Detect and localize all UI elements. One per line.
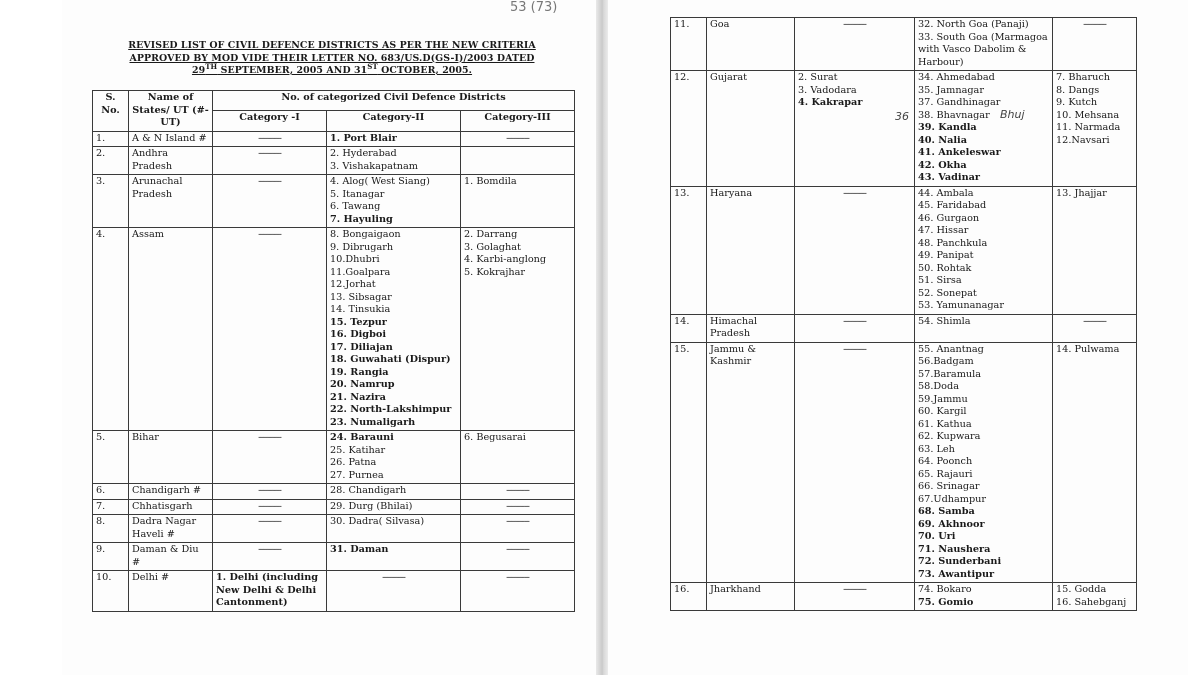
table-row <box>671 186 1137 314</box>
district-entry: 27. Purnea <box>330 469 384 481</box>
district-entry: ---------- <box>843 343 866 355</box>
district-entry: 40. Nalia <box>918 134 967 146</box>
districts-table-left <box>92 90 575 612</box>
district-entry: 16. Digboi <box>330 329 386 340</box>
district-entry: ---------- <box>1083 315 1106 327</box>
district-entry: 4. Alog( West Siang) <box>330 176 430 187</box>
district-entry: 5. Itanagar <box>330 188 385 200</box>
header-state: Name of States/ UT (#-UT) <box>129 91 213 132</box>
district-entry: ---------- <box>1083 19 1106 30</box>
district-entry: 51. Sirsa <box>918 275 962 286</box>
district-entry: 41. Ankeleswar <box>918 147 1001 158</box>
category-2-cell <box>327 484 461 500</box>
category-3-cell <box>1053 342 1137 583</box>
row-state-name: Assam <box>129 228 213 431</box>
category-1-cell <box>795 342 915 583</box>
district-entry: 25. Katihar <box>330 444 386 456</box>
table-row <box>93 175 575 228</box>
header-category-2: Category-II <box>327 111 461 131</box>
district-entry: 12.Jorhat <box>330 279 376 290</box>
category-3-cell <box>461 147 575 175</box>
row-state-name: Andhra Pradesh <box>129 147 213 175</box>
row-serial-number: 5. <box>93 431 129 484</box>
category-1-cell <box>213 431 327 484</box>
district-entry: 68. Samba <box>918 506 975 517</box>
district-entry: 65. Rajauri <box>918 468 973 480</box>
district-entry: ---------- <box>258 544 281 555</box>
district-entry: 58.Doda <box>918 381 959 392</box>
category-3-cell <box>461 175 575 228</box>
page-number: 53 (73) <box>510 0 558 15</box>
district-entry: 1. Delhi (including New Delhi & Delhi Cantonment) <box>216 572 319 608</box>
district-entry: 46. Gurgaon <box>918 212 980 224</box>
district-entry: 45. Faridabad <box>918 200 987 211</box>
category-2-cell <box>327 175 461 228</box>
handwritten-note-bhuj: Bhuj <box>1000 108 1025 121</box>
category-2-cell <box>327 431 461 484</box>
district-entry: 9. Kutch <box>1056 97 1098 108</box>
category-1-cell <box>795 71 915 187</box>
category-3-cell <box>461 571 575 612</box>
district-entry: 1. Port Blair <box>330 132 397 144</box>
category-1-cell <box>213 543 327 571</box>
district-entry: 38. Bhavnagar <box>918 109 990 121</box>
district-entry: 2. Hyderabad <box>330 148 397 159</box>
title-line-2: APPROVED BY MOD VIDE THEIR LETTER NO. 683/US.D(GS-I)/2003 DATED <box>129 52 535 64</box>
category-3-cell <box>1053 583 1137 611</box>
district-entry: ---------- <box>843 584 866 595</box>
category-2-cell <box>915 186 1053 314</box>
district-entry: ---------- <box>843 19 866 30</box>
district-entry: ---------- <box>258 148 281 159</box>
title-line-1: REVISED LIST OF CIVIL DEFENCE DISTRICTS AS PER THE NEW CRITERIA <box>128 40 536 51</box>
district-entry: 13. Sibsagar <box>330 291 392 303</box>
district-entry: 10.Dhubri <box>330 254 380 265</box>
category-2-cell <box>327 515 461 543</box>
district-entry: 74. Bokaro <box>918 584 972 595</box>
district-entry: ---------- <box>258 176 281 187</box>
district-entry: 16. Sahebganj <box>1056 596 1127 608</box>
category-2-cell <box>327 131 461 147</box>
category-1-cell <box>213 131 327 147</box>
category-1-cell <box>213 175 327 228</box>
row-state-name: Bihar <box>129 431 213 484</box>
district-entry: 13. Jhajjar <box>1056 187 1107 199</box>
header-category-3: Category-III <box>461 111 575 131</box>
district-entry: 63. Leh <box>918 443 955 455</box>
district-entry: 54. Shimla <box>918 315 971 327</box>
district-entry: ---------- <box>258 516 281 527</box>
table-row <box>671 18 1137 71</box>
district-entry: 14. Pulwama <box>1056 343 1120 355</box>
district-entry: 73. Awantipur <box>918 568 995 580</box>
row-serial-number: 11. <box>671 18 707 71</box>
table-row <box>93 147 575 175</box>
district-entry: 35. Jamnagar <box>918 84 984 96</box>
table-row <box>93 431 575 484</box>
district-entry: 4. Karbi-anglong <box>464 254 547 265</box>
district-entry: 29. Durg (Bhilai) <box>330 500 413 512</box>
category-3-cell <box>1053 186 1137 314</box>
row-serial-number: 3. <box>93 175 129 228</box>
row-state-name: Goa <box>707 18 795 71</box>
category-3-cell <box>461 228 575 431</box>
left-table-body <box>93 91 575 612</box>
header-group: No. of categorized Civil Defence Districts <box>213 91 575 111</box>
row-state-name: Gujarat <box>707 71 795 187</box>
category-3-cell <box>461 543 575 571</box>
district-entry: 44. Ambala <box>918 187 974 199</box>
row-state-name: Chhatisgarh <box>129 499 213 515</box>
district-entry: 50. Rohtak <box>918 262 972 274</box>
right-table-body <box>671 18 1137 611</box>
district-entry: 22. North-Lakshimpur <box>330 404 452 415</box>
district-entry: ---------- <box>506 572 529 583</box>
district-entry: ---------- <box>843 187 866 199</box>
district-entry: 33. South Goa (Marmagoa with Vasco Dabolim & Harbour) <box>918 31 1048 68</box>
district-entry: 75. Gomio <box>918 596 974 608</box>
district-entry: 64. Poonch <box>918 456 973 467</box>
row-serial-number: 16. <box>671 583 707 611</box>
district-entry: 4. Kakrapar <box>798 97 863 108</box>
district-entry: 66. Srinagar <box>918 481 980 492</box>
district-entry: 15. Godda <box>1056 584 1107 595</box>
district-entry: 3. Vishakapatnam <box>330 160 418 172</box>
district-entry: 3. Golaghat <box>464 241 521 253</box>
district-entry: 1. Bomdila <box>464 176 517 187</box>
row-serial-number: 1. <box>93 131 129 147</box>
document-title <box>92 40 572 78</box>
district-entry: 17. Diliajan <box>330 341 393 353</box>
district-entry: 67.Udhampur <box>918 493 987 505</box>
row-state-name: Jharkhand <box>707 583 795 611</box>
district-entry: 8. Bongaigaon <box>330 229 401 240</box>
district-entry: ---------- <box>506 544 529 555</box>
district-entry: 24. Barauni <box>330 432 394 443</box>
district-entry: 61. Kathua <box>918 418 972 430</box>
district-entry: 37. Gandhinagar <box>918 97 1001 108</box>
row-serial-number: 14. <box>671 314 707 342</box>
district-entry: 52. Sonepat <box>918 287 977 299</box>
district-entry: 60. Kargil <box>918 406 967 417</box>
category-2-cell <box>327 543 461 571</box>
table-row <box>671 342 1137 583</box>
district-entry: 15. Tezpur <box>330 316 387 328</box>
table-row <box>671 583 1137 611</box>
row-state-name: Jammu & Kashmir <box>707 342 795 583</box>
district-entry: 11. Narmada <box>1056 122 1121 133</box>
district-entry: 12.Navsari <box>1056 134 1110 146</box>
row-state-name: Haryana <box>707 186 795 314</box>
category-1-cell <box>795 583 915 611</box>
district-entry: 71. Naushera <box>918 543 991 555</box>
district-entry: ---------- <box>258 229 281 240</box>
category-2-cell <box>327 571 461 612</box>
district-entry: ---------- <box>258 500 281 512</box>
table-row <box>93 131 575 147</box>
left-page <box>62 0 602 675</box>
category-2-cell <box>327 228 461 431</box>
category-2-cell <box>915 314 1053 342</box>
category-3-cell <box>461 515 575 543</box>
category-1-cell <box>213 499 327 515</box>
district-entry: 32. North Goa (Panaji) <box>918 19 1029 30</box>
row-state-name: Daman & Diu # <box>129 543 213 571</box>
row-serial-number: 10. <box>93 571 129 612</box>
row-serial-number: 13. <box>671 186 707 314</box>
district-entry: 72. Sunderbani <box>918 556 1002 567</box>
district-entry: 55. Anantnag <box>918 343 984 355</box>
table-row <box>93 515 575 543</box>
category-2-cell <box>327 147 461 175</box>
district-entry: 53. Yamunanagar <box>918 300 1004 311</box>
row-state-name: Arunachal Pradesh <box>129 175 213 228</box>
district-entry: 7. Bharuch <box>1056 72 1110 83</box>
row-state-name: Dadra Nagar Haveli # <box>129 515 213 543</box>
category-2-cell <box>327 499 461 515</box>
district-entry: 2. Darrang <box>464 229 518 240</box>
row-serial-number: 6. <box>93 484 129 500</box>
category-3-cell <box>1053 71 1137 187</box>
district-entry: 59.Jammu <box>918 393 968 405</box>
row-state-name: Delhi # <box>129 571 213 612</box>
district-entry: 9. Dibrugarh <box>330 241 394 253</box>
district-entry: 31. Daman <box>330 544 389 555</box>
district-entry: 70. Uri <box>918 531 956 542</box>
table-row <box>671 71 1137 187</box>
category-1-cell <box>795 18 915 71</box>
district-entry: ---------- <box>506 132 529 144</box>
district-entry: 7. Hayuling <box>330 213 393 225</box>
title-line-3 <box>92 61 572 78</box>
category-1-cell <box>795 186 915 314</box>
title-date-2-suffix: ST <box>367 61 378 71</box>
table-row <box>93 228 575 431</box>
district-entry: 39. Kandla <box>918 122 977 133</box>
table-row <box>93 499 575 515</box>
row-state-name: Himachal Pradesh <box>707 314 795 342</box>
district-entry: 23. Numaligarh <box>330 416 416 428</box>
district-entry: 26. Patna <box>330 457 377 468</box>
handwritten-note-36: 36 <box>895 110 909 123</box>
row-state-name: Chandigarh # <box>129 484 213 500</box>
district-entry: 34. Ahmedabad <box>918 72 995 83</box>
table-row <box>93 571 575 612</box>
district-entry: 3. Vadodara <box>798 84 857 96</box>
district-entry: ---------- <box>258 485 281 496</box>
category-1-cell <box>213 147 327 175</box>
title-date-1-suffix: TH <box>205 61 218 71</box>
table-row <box>93 543 575 571</box>
header-category-1: Category -I <box>213 111 327 131</box>
category-3-cell <box>1053 314 1137 342</box>
row-serial-number: 4. <box>93 228 129 431</box>
category-2-cell <box>915 342 1053 583</box>
district-entry: 14. Tinsukia <box>330 304 391 315</box>
district-entry: ---------- <box>258 432 281 443</box>
category-3-cell <box>461 431 575 484</box>
district-entry: 8. Dangs <box>1056 84 1100 96</box>
district-entry: 5. Kokrajhar <box>464 266 526 278</box>
category-3-cell <box>461 499 575 515</box>
district-entry: ---------- <box>258 132 281 144</box>
district-entry: 10. Mehsana <box>1056 109 1120 121</box>
category-2-cell <box>915 583 1053 611</box>
district-entry: 56.Badgam <box>918 356 974 367</box>
category-3-cell <box>461 131 575 147</box>
district-entry: 69. Akhnoor <box>918 518 985 530</box>
row-state-name: A & N Island # <box>129 131 213 147</box>
district-entry: 20. Namrup <box>330 379 395 390</box>
district-entry: 19. Rangia <box>330 366 389 378</box>
row-serial-number: 12. <box>671 71 707 187</box>
category-1-cell <box>213 484 327 500</box>
district-entry: 49. Panipat <box>918 250 974 261</box>
district-entry: ---------- <box>506 500 529 512</box>
header-sno: S. No. <box>93 91 129 132</box>
category-1-cell <box>213 515 327 543</box>
title-date-1-day: 29 <box>191 65 206 76</box>
district-entry: 2. Surat <box>798 72 838 83</box>
district-entry: 6. Tawang <box>330 201 381 212</box>
category-3-cell <box>461 484 575 500</box>
category-3-cell <box>1053 18 1137 71</box>
districts-table-right <box>670 17 1137 611</box>
right-page <box>608 0 1188 675</box>
category-1-cell <box>213 571 327 612</box>
title-date-3-text: OCTOBER, 2005. <box>377 65 473 76</box>
table-row <box>93 484 575 500</box>
district-entry: 48. Panchkula <box>918 237 988 249</box>
row-serial-number: 9. <box>93 543 129 571</box>
category-1-cell <box>213 228 327 431</box>
district-entry: 42. Okha <box>918 159 967 171</box>
row-serial-number: 2. <box>93 147 129 175</box>
district-entry: ---------- <box>506 485 529 496</box>
row-serial-number: 8. <box>93 515 129 543</box>
district-entry: 43. Vadinar <box>918 172 981 183</box>
title-date-2-text: SEPTEMBER, 2005 AND 31 <box>217 65 368 76</box>
district-entry: 57.Baramula <box>918 368 982 380</box>
district-entry: ---------- <box>382 572 405 583</box>
district-entry: 18. Guwahati (Dispur) <box>330 354 451 365</box>
district-entry: ---------- <box>843 315 866 327</box>
district-entry: 62. Kupwara <box>918 431 981 442</box>
row-serial-number: 7. <box>93 499 129 515</box>
category-2-cell <box>915 18 1053 71</box>
district-entry: 47. Hissar <box>918 225 969 236</box>
district-entry: 11.Goalpara <box>330 266 391 278</box>
district-entry: 28. Chandigarh <box>330 485 407 496</box>
district-entry: 6. Begusarai <box>464 432 526 443</box>
district-entry: 21. Nazira <box>330 391 386 403</box>
table-row <box>671 314 1137 342</box>
category-1-cell <box>795 314 915 342</box>
district-entry: ---------- <box>506 516 529 527</box>
district-entry: 30. Dadra( Silvasa) <box>330 516 425 527</box>
row-serial-number: 15. <box>671 342 707 583</box>
category-2-cell <box>915 71 1053 187</box>
